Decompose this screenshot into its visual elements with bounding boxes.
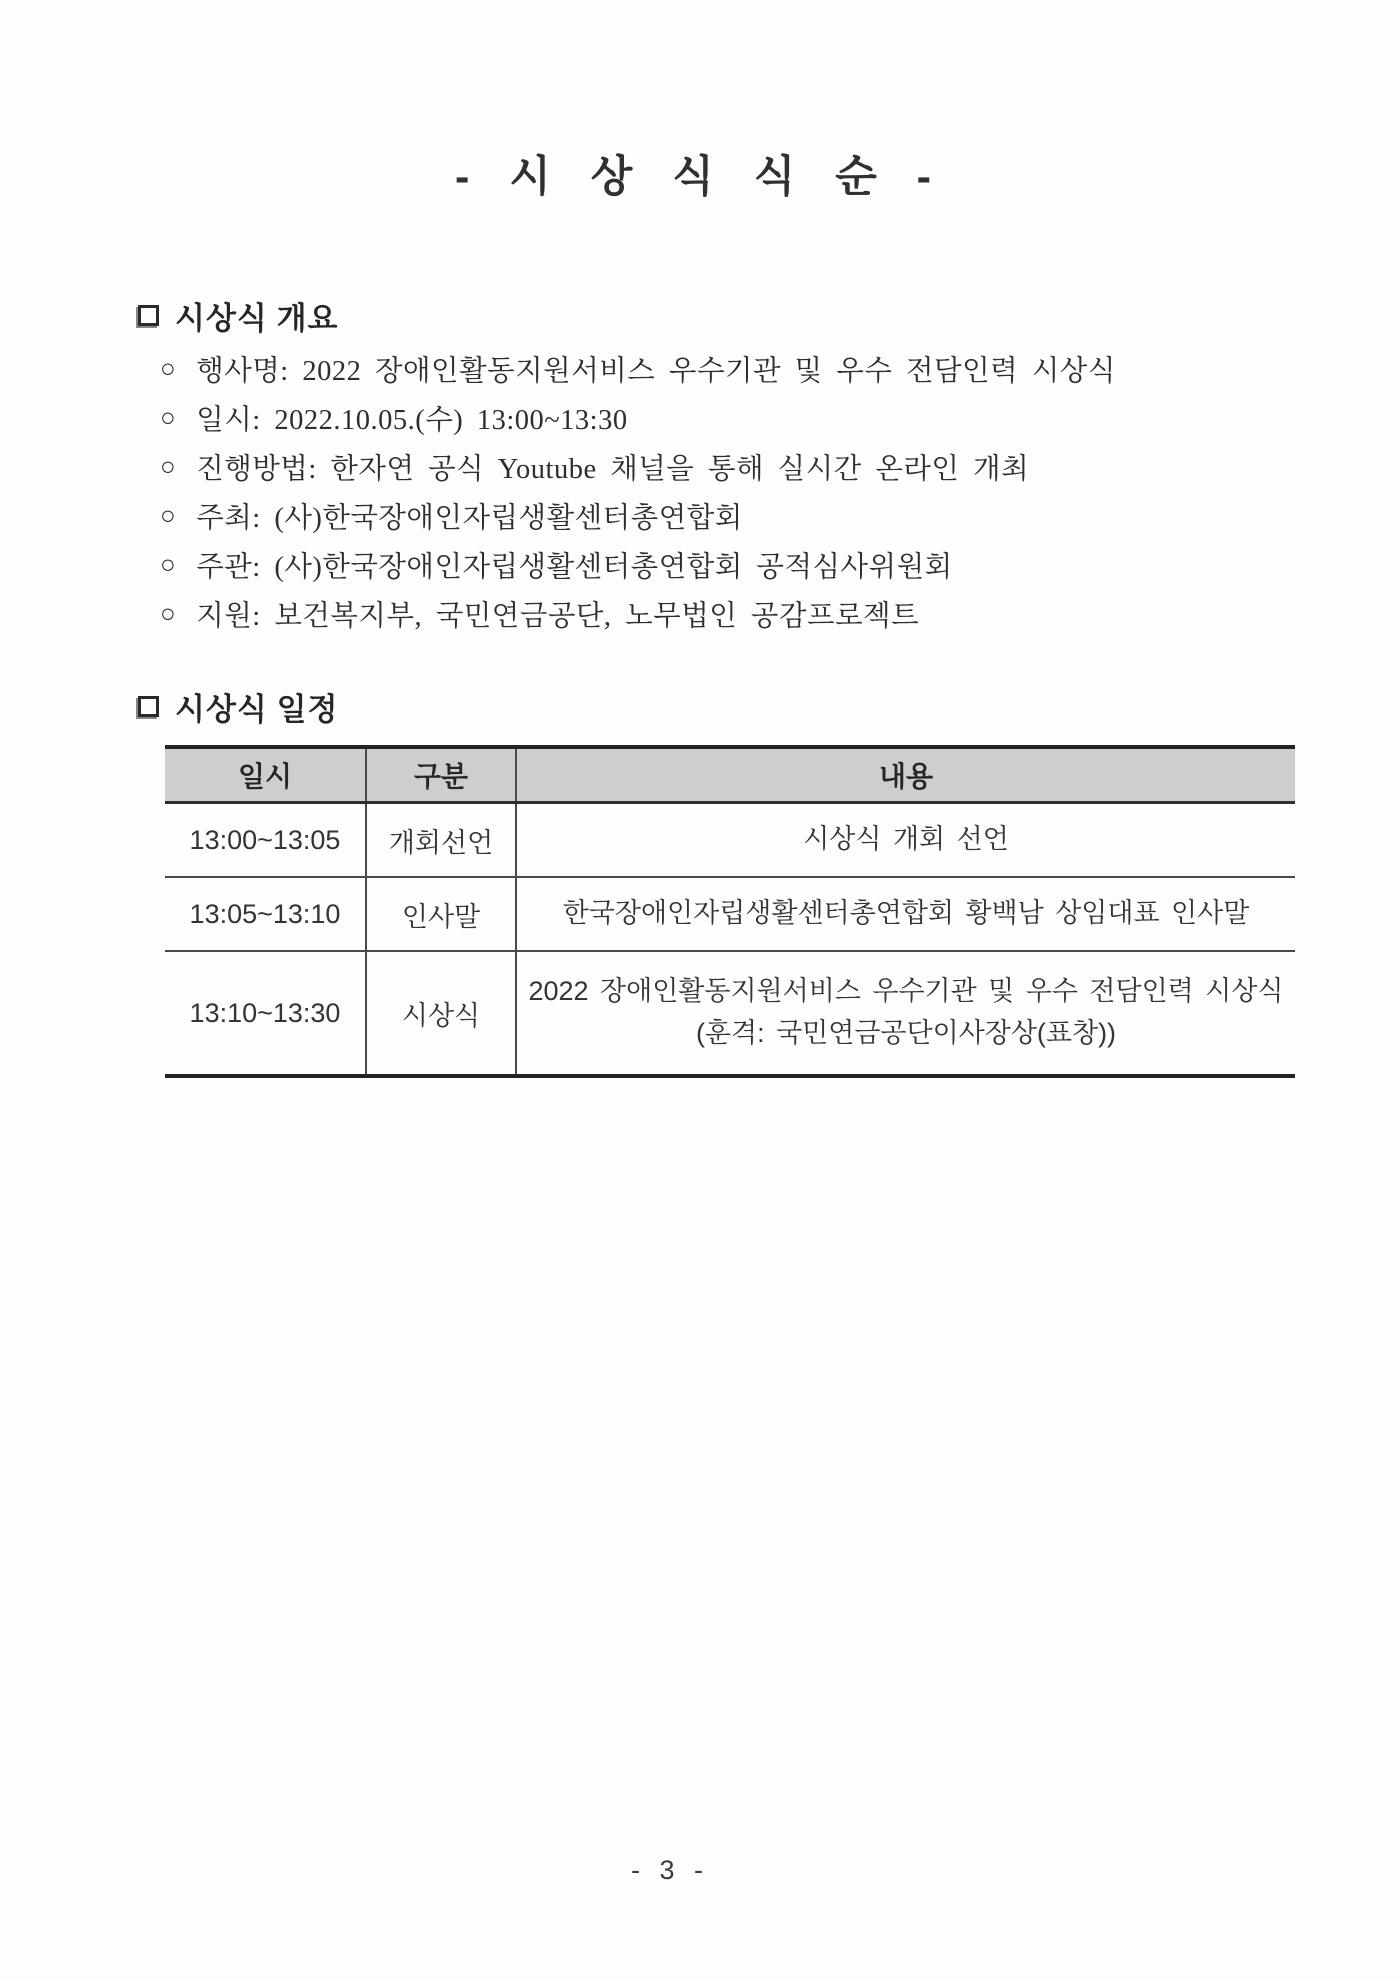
circle-bullet-icon: ○ (160, 353, 177, 383)
circle-bullet-icon: ○ (160, 500, 177, 530)
cell-content-line: (훈격: 국민연금공단이사장상(표창)) (695, 1018, 1117, 1048)
list-item (160, 589, 1310, 638)
table-row (165, 804, 1295, 876)
cell-time: 13:10~13:30 (189, 997, 341, 1028)
table-header-row (165, 749, 1295, 804)
overview-item-text: 진행방법: 한자연 공식 Youtube 채널을 통해 실시간 온라인 개최 (196, 454, 1030, 485)
list-item (160, 344, 1310, 393)
square-bullet-icon (138, 696, 159, 717)
table-row (165, 950, 1295, 1074)
column-header-content: 내용 (515, 749, 1295, 801)
square-bullet-icon (138, 305, 159, 326)
cell-time: 13:00~13:05 (189, 824, 341, 855)
section-heading-overview (138, 293, 338, 338)
list-item (160, 393, 1310, 442)
schedule-table (165, 745, 1295, 1078)
column-header-time: 일시 (237, 761, 293, 792)
cell-content-line: 2022 장애인활동지원서비스 우수기관 및 우수 전담인력 시상식 (528, 976, 1284, 1007)
circle-bullet-icon: ○ (160, 451, 177, 481)
page-number: - 3 - (630, 1855, 709, 1885)
cell-content (515, 952, 1295, 1074)
section-heading-overview-label: 시상식 개요 (175, 301, 339, 336)
column-header-category: 구분 (365, 749, 515, 801)
cell-category: 시상식 (365, 952, 515, 1074)
cell-content-line: 한국장애인자립생활센터총연합회 황백남 상임대표 인사말 (562, 898, 1250, 929)
cell-category: 개회선언 (365, 804, 515, 876)
overview-item-text: 지원: 보건복지부, 국민연금공단, 노무법인 공감프로젝트 (196, 601, 920, 632)
section-heading-schedule-label: 시상식 일정 (175, 692, 339, 727)
section-heading-schedule (138, 684, 338, 729)
list-item (160, 540, 1310, 589)
cell-category: 인사말 (365, 878, 515, 950)
cell-content (515, 804, 1295, 876)
cell-content-line: 시상식 개회 선언 (803, 824, 1009, 855)
circle-bullet-icon: ○ (160, 402, 177, 432)
overview-item-text: 주관: (사)한국장애인자립생활센터총연합회 공적심사위원회 (196, 552, 953, 583)
circle-bullet-icon: ○ (160, 549, 177, 579)
overview-bullet-list (160, 344, 1310, 638)
list-item (160, 491, 1310, 540)
table-row (165, 876, 1295, 950)
list-item (160, 442, 1310, 491)
overview-item-text: 일시: 2022.10.05.(수) 13:00~13:30 (196, 405, 628, 436)
overview-item-text: 행사명: 2022 장애인활동지원서비스 우수기관 및 우수 전담인력 시상식 (196, 356, 1116, 387)
cell-content (515, 878, 1295, 950)
circle-bullet-icon: ○ (160, 598, 177, 628)
overview-item-text: 주최: (사)한국장애인자립생활센터총연합회 (196, 503, 743, 534)
page-title: - 시 상 식 식 순 - (454, 153, 945, 201)
cell-time: 13:05~13:10 (189, 898, 341, 929)
